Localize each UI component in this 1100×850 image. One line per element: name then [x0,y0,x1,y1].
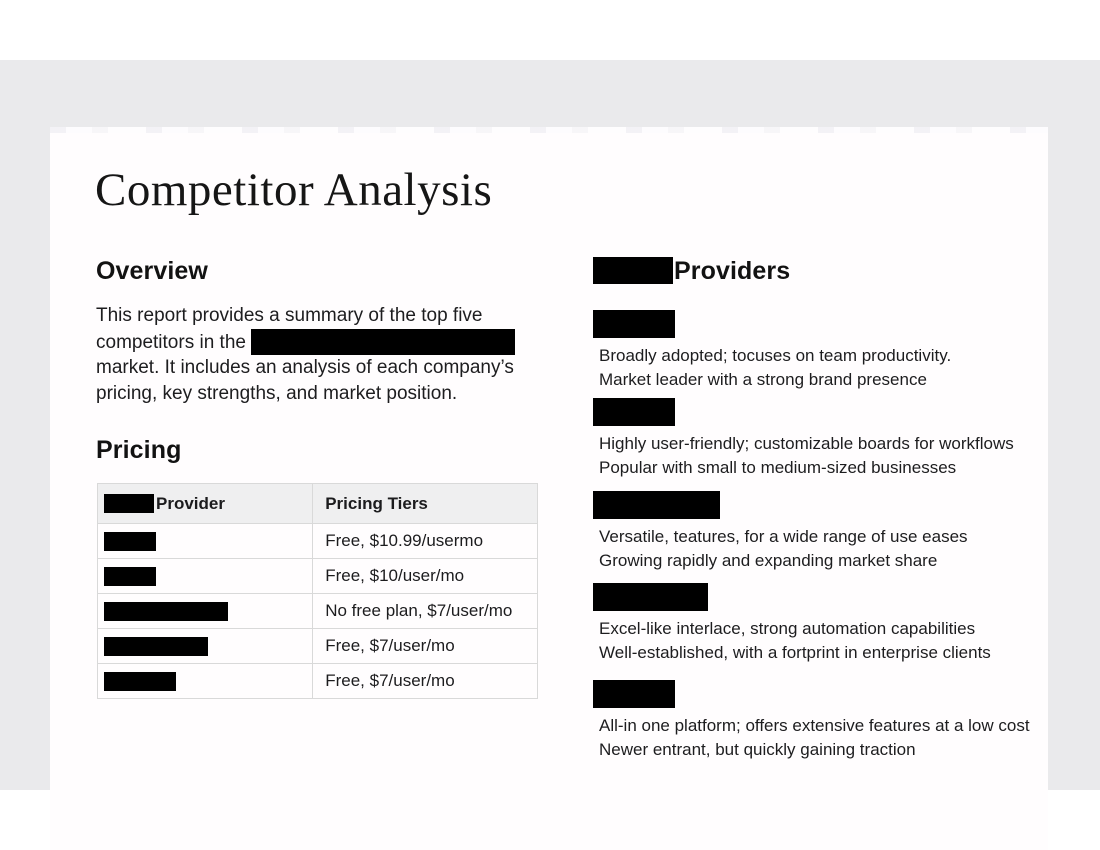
table-row [98,629,538,664]
provider-cell [98,594,313,629]
overview-line-1: This report provides a summary of the top five [96,305,483,326]
redacted-provider-name-bar [593,398,675,426]
provider-entry [593,491,1063,572]
document-page [50,127,1048,850]
provider-description-line: Growing rapidly and expanding market share [599,550,938,570]
overview-line-3: market. It includes an analysis of each company’s [96,357,514,378]
provider-cell [98,629,313,664]
overview-line-2 [96,329,515,356]
document-title: Competitor Analysis [95,164,493,216]
overview-line-4: pricing, key strengths, and market position. [96,382,458,404]
provider-cell [98,524,313,559]
table-row [98,594,538,629]
pricing-tiers-column-header: Pricing Tiers [313,484,538,524]
table-row [98,559,538,594]
provider-description-line: Broadly adopted; tocuses on team productivity. [599,346,952,365]
redacted-provider-name-bar [593,310,675,338]
provider-entry [593,583,1063,664]
redacted-text-bar [251,329,515,355]
provider-header-label: Provider [156,493,225,513]
table-row [98,664,538,699]
redacted-text-bar [104,494,154,513]
redacted-provider-name-bar [593,583,708,611]
pricing-table [97,483,538,699]
redacted-text-bar [104,567,156,586]
provider-description-line: Newer entrant, but quickly gaining traction [599,739,916,759]
provider-cell [98,664,313,699]
table-row [98,524,538,559]
provider-entry [593,398,1063,479]
provider-description-line: Highly user-friendly; customizable boards for workflows [599,434,1014,453]
provider-description-line: All-in one platform; offers extensive features at a low cost [599,716,1030,735]
pricing-tiers-cell: Free, $7/user/mo [313,664,538,699]
providers-heading [593,257,790,286]
pricing-table-header-row [98,484,538,524]
redacted-text-bar [593,257,673,284]
provider-entry [593,680,1063,761]
redacted-provider-name-bar [593,680,675,708]
redacted-text-bar [104,602,228,621]
providers-heading-label: Providers [674,257,791,285]
provider-description-line: Excel-like interlace, strong automation capabilities [599,619,976,638]
provider-column-header [98,484,313,524]
provider-cell [98,559,313,594]
provider-description-line: Versatile, teatures, for a wide range of use eases [599,527,968,546]
pricing-tiers-cell: Free, $10/user/mo [313,559,538,594]
redacted-text-bar [104,532,156,551]
provider-entry [593,310,1063,391]
provider-description-line: Popular with small to medium-sized businesses [599,457,957,477]
overview-paragraph [96,303,515,406]
provider-description-line: Well-established, with a fortprint in enterprise clients [599,642,991,662]
pricing-tiers-cell: No free plan, $7/user/mo [313,594,538,629]
overview-line-2-text: competitors in the [96,331,246,353]
redacted-text-bar [104,672,176,691]
redacted-text-bar [104,637,208,656]
provider-description-line: Market leader with a strong brand presence [599,369,927,389]
pricing-heading: Pricing [96,436,182,464]
redacted-provider-name-bar [593,491,720,519]
pricing-tiers-cell: Free, $7/user/mo [313,629,538,664]
pricing-tiers-cell: Free, $10.99/usermo [313,524,538,559]
overview-heading: Overview [96,257,208,285]
